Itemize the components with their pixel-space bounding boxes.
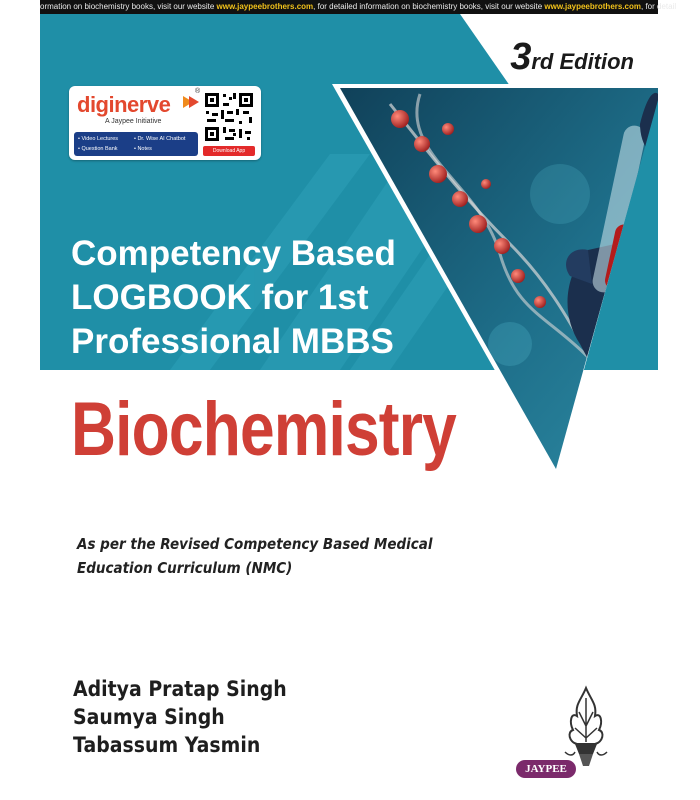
author-name: Saumya Singh	[73, 705, 225, 729]
ticker-url-2[interactable]: www.jaypeebrothers.com	[544, 2, 641, 11]
ticker-text-3: , for detail	[641, 2, 677, 11]
jaypee-torch-logo-icon	[551, 682, 621, 798]
ticker-text-2: , for detailed information on biochemistry books, visit our website	[313, 2, 545, 11]
diginerve-brand-text: diginerve	[77, 92, 171, 117]
feature-item: • Notes	[134, 146, 152, 152]
author-name: Aditya Pratap Singh	[73, 677, 287, 701]
feature-item: • Dr. Wise AI Chatbot	[134, 136, 186, 142]
author-list	[73, 675, 287, 759]
book-title	[71, 232, 396, 364]
feature-item: • Video Lectures	[78, 136, 119, 142]
publisher-name-badge: JAYPEE	[516, 760, 576, 778]
glove-hand	[566, 244, 658, 434]
ticker-url-1[interactable]: www.jaypeebrothers.com	[216, 2, 314, 11]
ticker-text-1: ormation on biochemistry books, visit our website	[40, 2, 217, 11]
top-info-ticker	[40, 0, 677, 14]
title-line-3: Professional MBBS	[71, 322, 394, 361]
title-line-2: LOGBOOK for 1st	[71, 278, 369, 317]
subject-heading: Biochemistry	[71, 387, 456, 472]
book-cover	[40, 14, 658, 800]
edition-suffix: rd Edition	[531, 49, 634, 74]
curriculum-tagline	[77, 532, 433, 580]
title-line-1: Competency Based	[71, 234, 396, 273]
tagline-line-2: Education Curriculum (NMC)	[77, 559, 293, 577]
registered-mark: ®	[195, 88, 201, 95]
edition-number: 3	[510, 36, 532, 78]
feature-item: • Question Bank	[78, 146, 118, 152]
author-name: Tabassum Yasmin	[73, 733, 261, 757]
diginerve-tagline: A Jaypee Initiative	[105, 118, 162, 125]
tagline-line-1: As per the Revised Competency Based Medical	[77, 535, 433, 553]
download-app-button[interactable]: Download App	[203, 146, 255, 156]
